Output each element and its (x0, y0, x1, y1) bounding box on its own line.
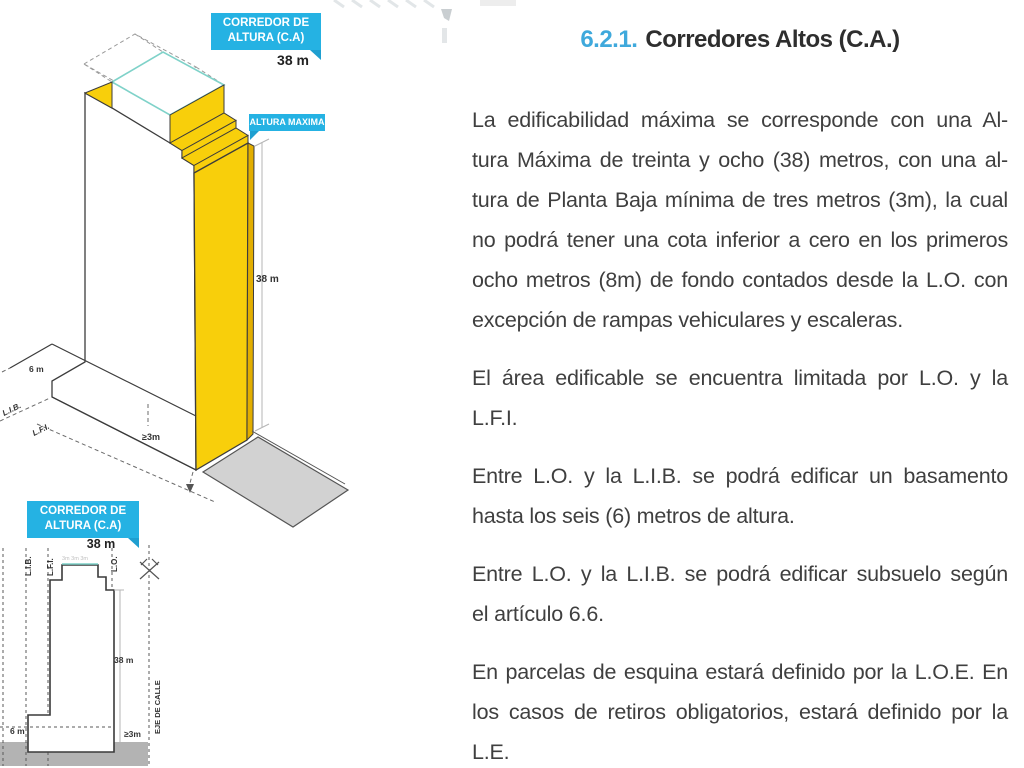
iso-label-lfi: L.F.I. (30, 421, 51, 438)
paragraph-line: La edificabilidad máxima se corresponde con una Al- (472, 108, 1008, 132)
section-corridor-badge (27, 501, 139, 538)
section-building-profile (28, 565, 114, 752)
section-number: 6.2.1. (580, 26, 638, 53)
paragraph-line: excepción de rampas vehiculares y escaleras. (472, 308, 903, 332)
paragraph (472, 554, 1008, 634)
corridor-height-badge (211, 13, 321, 50)
section-step-marks: 3m 3m 3m (62, 556, 88, 562)
paragraph-line: ocho metros (8m) de fondo contados desde la L.O. con (472, 268, 1008, 292)
paragraph-line: El área edificable se encuentra limitada por L.O. y la (472, 366, 1008, 390)
badge-tail (128, 538, 139, 548)
badge-line1: ALTURA MAXIMA (249, 117, 325, 127)
iso-dim-3m: ≥3m (142, 432, 160, 442)
iso-dim-6m: 6 m (29, 364, 44, 374)
paragraph-line: Entre L.O. y la L.I.B. se podrá edificar un basamento (472, 464, 1008, 488)
badge-line2: ALTURA (C.A) (44, 520, 122, 532)
section-title: Corredores Altos (C.A.) (645, 26, 900, 53)
down-arrowhead (186, 484, 194, 493)
section-heading (472, 22, 1008, 58)
yellow-facade-side (247, 143, 254, 440)
badge-line1: CORREDOR DE (222, 17, 310, 29)
badge-line2: ALTURA (C.A) (227, 32, 305, 44)
iso-dim-38m: 38 m (256, 274, 279, 285)
article-column (472, 22, 1008, 768)
badge-line1: CORREDOR DE (39, 505, 127, 517)
paragraph-line: L.F.I. (472, 406, 518, 430)
paragraph-line: tura de Planta Baja mínima de tres metros (3m), la cual (472, 188, 1008, 212)
section-axis-lfi: L.F.I. (46, 558, 55, 576)
section-axis-lo: L.O. (110, 556, 119, 572)
section-axis-eje: EJE DE CALLE (153, 680, 162, 734)
paragraph-line: Entre L.O. y la L.I.B. se podrá edificar subsuelo según (472, 562, 1008, 586)
paragraph-line: los casos de retiros obligatorios, estará definido por la (472, 700, 1008, 724)
paragraph-line: hasta los seis (6) metros de altura. (472, 504, 795, 528)
paragraph-line: L.E. (472, 740, 510, 764)
tower-front-face (52, 93, 196, 470)
section-dim-3m: ≥3m (124, 729, 141, 739)
paragraph-line: el artículo 6.6. (472, 602, 604, 626)
paragraph-line: tura Máxima de treinta y ocho (38) metros, con una al- (472, 148, 1008, 172)
corridor-height-value: 38 m (277, 52, 309, 68)
paragraph (472, 456, 1008, 536)
paragraph (472, 652, 1008, 768)
section-diagram (0, 545, 162, 767)
paragraph-line: no podrá tener una cota inferior a cero en los primeros (472, 228, 1008, 252)
paragraph-line: En parcelas de esquina estará definido por la L.O.E. En (472, 660, 1008, 684)
section-dim-6m: 6 m (10, 726, 25, 736)
paragraphs (472, 100, 1008, 768)
section-dim-38m: 38 m (114, 655, 134, 665)
paragraph (472, 100, 1008, 340)
altura-maxima-badge (249, 114, 325, 131)
iso-diagram (0, 34, 348, 527)
badge-tail (250, 131, 259, 140)
paragraph (472, 358, 1008, 438)
yellow-facade (194, 143, 248, 470)
iso-dimension-line (255, 139, 269, 431)
section-axis-lib: L.I.B. (24, 556, 33, 576)
iso-label-lib: L.I.B. (0, 401, 23, 418)
section-corridor-value: 38 m (86, 537, 116, 551)
